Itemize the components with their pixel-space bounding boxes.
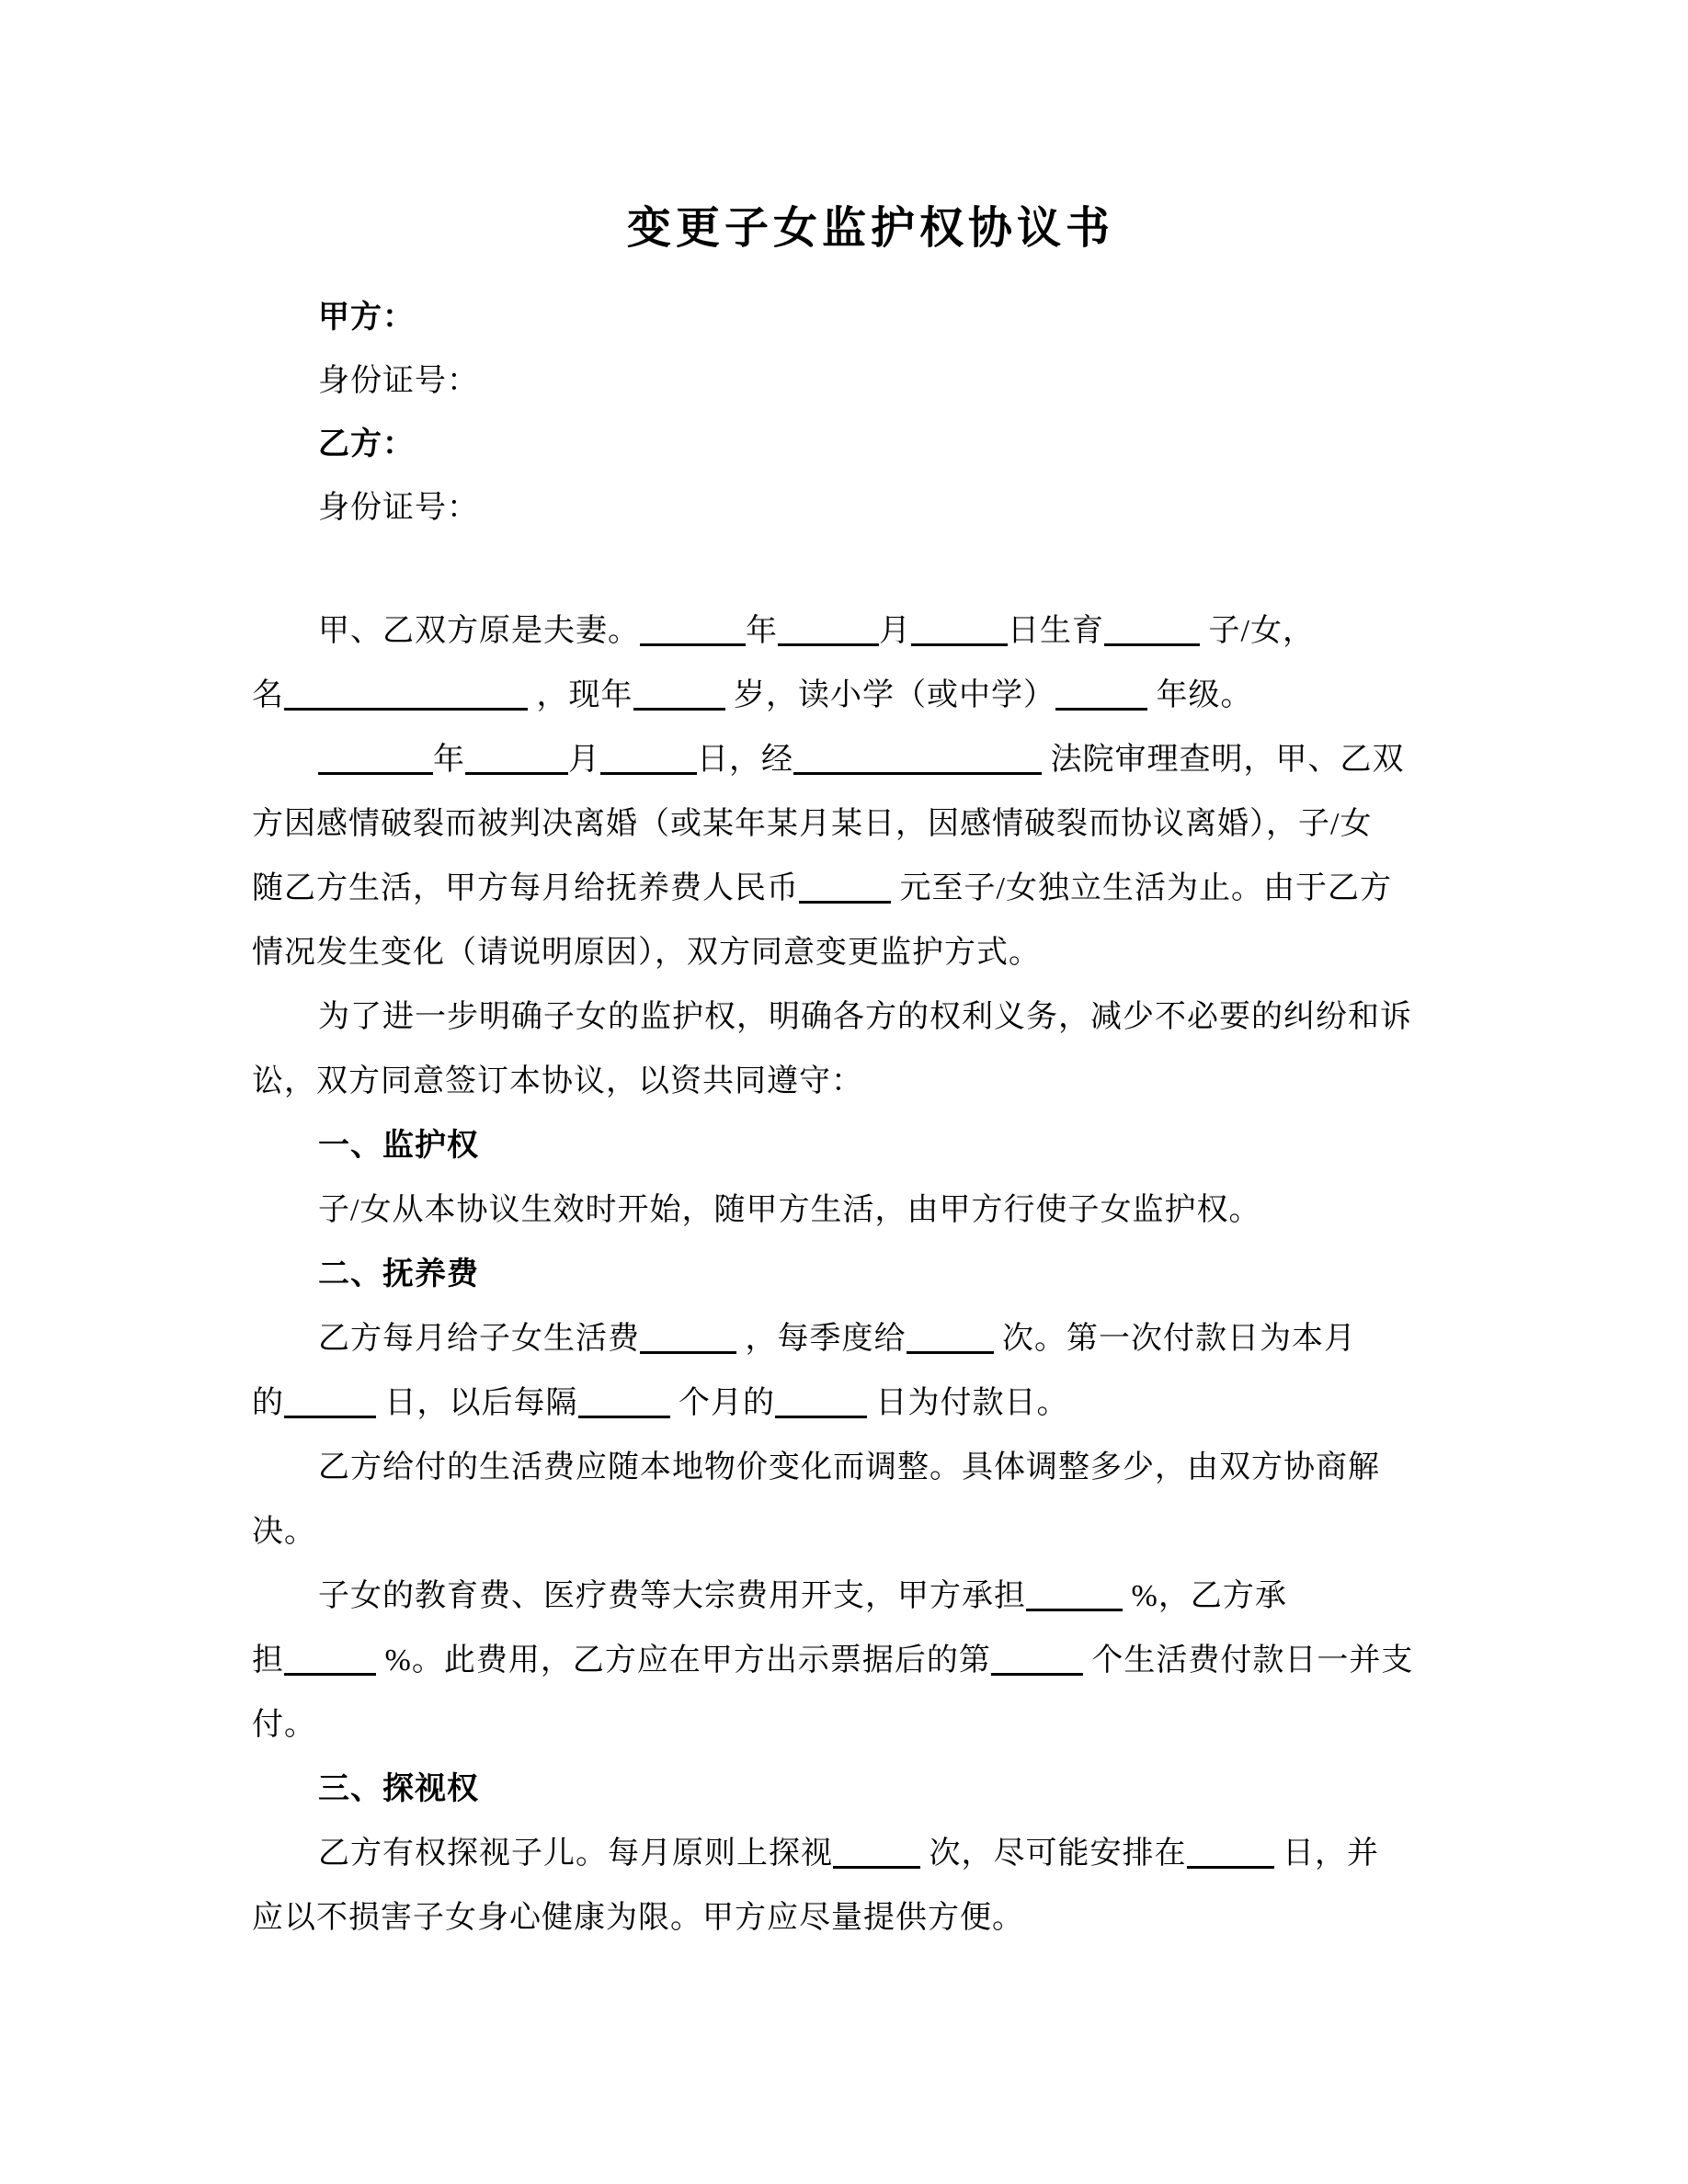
text-line xyxy=(252,1629,1420,1693)
fill-in-blank xyxy=(640,1344,736,1354)
fill-in-blank xyxy=(465,765,568,775)
text-line xyxy=(252,1436,1420,1500)
text-segment: 甲方： xyxy=(318,301,415,335)
text-line xyxy=(252,1371,1420,1436)
text-segment: 个生活费付款日一并支 xyxy=(1082,1644,1414,1678)
fill-in-blank xyxy=(640,636,746,646)
fill-in-blank xyxy=(778,636,879,646)
text-segment: 个月的 xyxy=(669,1386,775,1420)
fill-in-blank xyxy=(284,700,528,711)
text-segment: 情况发生变化（请说明原因），双方同意变更监护方式。 xyxy=(252,936,1041,970)
text-segment: 身份证号： xyxy=(318,491,479,525)
text-line xyxy=(252,1822,1420,1886)
fill-in-blank xyxy=(284,1666,376,1676)
text-segment: 名 xyxy=(252,678,284,712)
text-segment: 一、监护权 xyxy=(318,1129,479,1163)
text-segment: 次。第一次付款日为本月 xyxy=(993,1322,1356,1356)
fill-in-blank xyxy=(799,893,891,904)
document-title: 变更子女监护权协议书 xyxy=(626,204,1114,253)
text-segment: 乙方： xyxy=(318,427,415,461)
text-segment: 决。 xyxy=(252,1515,316,1549)
fill-in-blank xyxy=(907,1344,994,1354)
fill-in-blank xyxy=(1187,1859,1274,1869)
text-segment: 乙方有权探视子儿。每月原则上探视 xyxy=(318,1837,833,1871)
fill-in-blank xyxy=(775,1408,867,1418)
text-segment: 讼，双方同意签订本协议，以资共同遵守： xyxy=(252,1064,863,1098)
text-segment: 方因感情破裂而被判决离婚（或某年某月某日，因感情破裂而协议离婚），子/女 xyxy=(252,807,1373,841)
party-info-block xyxy=(252,286,1420,540)
text-line xyxy=(252,599,1420,664)
fill-in-blank xyxy=(793,765,1042,775)
text-segment: %，乙方承 xyxy=(1123,1579,1287,1613)
text-line xyxy=(252,857,1420,921)
text-segment: 年级。 xyxy=(1147,678,1253,712)
text-segment: 甲、乙双方原是夫妻。 xyxy=(318,614,640,648)
text-line xyxy=(252,1564,1420,1629)
text-line xyxy=(252,1886,1420,1951)
text-line xyxy=(252,728,1420,792)
text-segment: 岁，读小学（或中学） xyxy=(724,678,1055,712)
text-segment: 年 xyxy=(433,743,465,777)
text-segment: 日，以后每隔 xyxy=(376,1386,578,1420)
text-line xyxy=(252,413,1420,476)
text-line xyxy=(252,985,1420,1050)
text-segment: 月 xyxy=(879,614,911,648)
text-segment: ，现年 xyxy=(528,678,633,712)
text-segment: 日为付款日。 xyxy=(867,1386,1069,1420)
text-line xyxy=(252,1500,1420,1564)
text-segment: 二、抚养费 xyxy=(318,1257,479,1291)
text-line xyxy=(252,921,1420,985)
fill-in-blank xyxy=(633,700,725,711)
fill-in-blank xyxy=(284,1408,376,1418)
text-segment: 日生育 xyxy=(1008,614,1104,648)
text-segment: 随乙方生活，甲方每月给抚养费人民币 xyxy=(252,871,799,905)
text-segment: 为了进一步明确子女的监护权，明确各方的权利义务，减少不必要的纠纷和诉 xyxy=(318,1000,1412,1034)
text-segment: 次，尽可能安排在 xyxy=(920,1837,1187,1871)
text-line xyxy=(252,1243,1420,1307)
text-segment: 年 xyxy=(746,614,778,648)
text-segment: 子女的教育费、医疗费等大宗费用开支，甲方承担 xyxy=(318,1579,1026,1613)
text-segment: 日，并 xyxy=(1273,1837,1379,1871)
fill-in-blank xyxy=(833,1859,920,1869)
text-line xyxy=(252,1178,1420,1243)
fill-in-blank xyxy=(911,636,1008,646)
text-segment: 法院审理查明，甲、乙双 xyxy=(1042,743,1405,777)
text-segment: 元至子/女独立生活为止。由于乙方 xyxy=(891,871,1392,905)
text-segment: 子/女从本协议生效时开始，随甲方生活，由甲方行使子女监护权。 xyxy=(318,1193,1261,1227)
text-line xyxy=(252,664,1420,728)
text-segment: 乙方每月给子女生活费 xyxy=(318,1322,640,1356)
fill-in-blank xyxy=(1026,1601,1123,1611)
text-line xyxy=(252,1050,1420,1114)
text-segment: 乙方给付的生活费应随本地物价变化而调整。具体调整多少，由双方协商解 xyxy=(318,1450,1380,1484)
text-segment: 的 xyxy=(252,1386,284,1420)
fill-in-blank xyxy=(318,765,433,775)
text-line xyxy=(252,476,1420,540)
text-line xyxy=(252,792,1420,857)
text-line xyxy=(252,349,1420,413)
text-segment: 月 xyxy=(568,743,600,777)
text-segment: 子/女， xyxy=(1200,614,1315,648)
fill-in-blank xyxy=(991,1666,1083,1676)
text-line xyxy=(252,1757,1420,1822)
fill-in-blank xyxy=(1055,700,1147,711)
text-segment: 日，经 xyxy=(697,743,793,777)
fill-in-blank xyxy=(600,765,697,775)
text-line xyxy=(252,1114,1420,1178)
text-segment: 应以不损害子女身心健康为限。甲方应尽量提供方便。 xyxy=(252,1901,1024,1935)
fill-in-blank xyxy=(578,1408,670,1418)
text-line xyxy=(252,286,1420,349)
text-segment: 三、探视权 xyxy=(318,1772,479,1806)
agreement-body-block xyxy=(252,599,1420,1951)
text-segment: 付。 xyxy=(252,1708,316,1742)
text-line xyxy=(252,1307,1420,1371)
text-segment: ，每季度给 xyxy=(736,1322,907,1356)
text-segment: %。此费用，乙方应在甲方出示票据后的第 xyxy=(376,1644,991,1678)
text-segment: 身份证号： xyxy=(318,364,479,398)
text-segment: 担 xyxy=(252,1644,284,1678)
fill-in-blank xyxy=(1104,636,1200,646)
text-line xyxy=(252,1693,1420,1757)
